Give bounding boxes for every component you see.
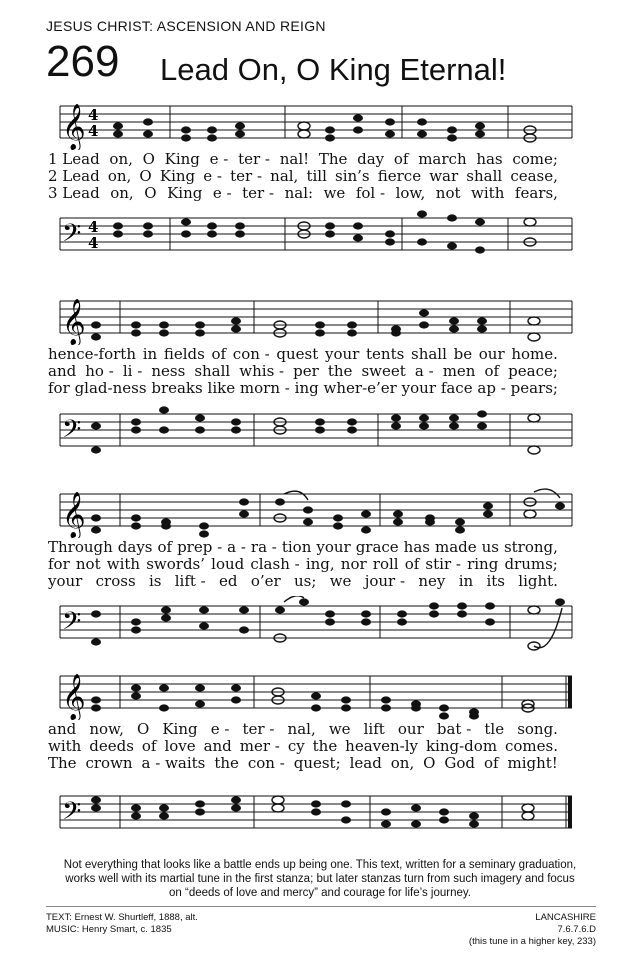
svg-text:4: 4	[88, 218, 99, 236]
treble-clef-icon: 𝄞	[62, 104, 86, 150]
footer-divider	[46, 906, 596, 907]
hymn-number: 269	[46, 37, 120, 86]
music-credit: MUSIC: Henry Smart, c. 1835	[46, 924, 172, 935]
bass-staff-system-4	[40, 786, 580, 846]
meter: 7.6.7.6.D	[557, 924, 596, 935]
lyric-line-s4-v2: with deeds of love and mer - cy the heaven-ly king-dom comes.	[48, 737, 558, 755]
lyric-line-s4-v3: The crown a - waits the con - quest; lead on, O God of might!	[48, 754, 558, 772]
tune-name: LANCASHIRE	[535, 912, 596, 923]
hymn-note: Not everything that looks like a battle ends up being one. This text, written for a seminary graduation, works well with its martial tune in the first stanza; but later stanzas turn from such imagery and focus on “deeds of love and mercy” and courage for life’s journey.	[63, 859, 577, 899]
section-heading: JESUS CHRIST: ASCENSION AND REIGN	[46, 18, 326, 34]
lyric-line-s1-v1: 1 Lead on, O King e - ter - nal! The day of march has come;	[48, 150, 558, 168]
treble-staff-system-3	[40, 488, 580, 538]
credits-left	[46, 912, 198, 936]
treble-staff-system-1	[40, 100, 580, 150]
alternate-key-note: (this tune in a higher key, 233)	[468, 936, 596, 947]
text-credit: TEXT: Ernest W. Shurtleff, 1888, alt.	[46, 912, 198, 923]
lyric-line-s1-v3: 3 Lead on, O King e - ter - nal: we fol - low, not with fears,	[48, 184, 558, 202]
svg-text:4: 4	[88, 234, 99, 252]
svg-text:𝄢: 𝄢	[62, 797, 82, 832]
lyric-line-s3-v1: Through days of prep - a - ra - tion your grace has made us strong,	[48, 538, 558, 556]
lyric-line-s3-v3: your cross is lift - ed o’er us; we jour - ney in its light.	[48, 572, 558, 590]
svg-text:4: 4	[88, 122, 99, 140]
bass-clef-icon: 𝄢	[62, 219, 82, 254]
treble-staff-system-2	[40, 295, 580, 345]
svg-text:4: 4	[88, 106, 99, 124]
bass-staff-system-2	[40, 404, 580, 464]
svg-text:𝄞: 𝄞	[62, 674, 86, 720]
svg-text:𝄢: 𝄢	[62, 607, 82, 642]
hymn-title: Lead On, O King Eternal!	[160, 52, 507, 87]
bass-staff-system-1	[40, 208, 580, 268]
lyric-line-s2-v1: hence-forth in fields of con - quest your tents shall be our home.	[48, 345, 558, 363]
credits-right	[469, 912, 596, 948]
lyric-line-s1-v2: 2 Lead on, O King e - ter - nal, till sin’s fierce war shall cease,	[48, 167, 558, 185]
svg-text:𝄢: 𝄢	[62, 415, 82, 450]
lyric-line-s3-v2: for not with swords’ loud clash - ing, nor roll of stir - ring drums;	[48, 555, 558, 573]
svg-text:𝄞: 𝄞	[62, 492, 86, 538]
lyric-line-s2-v3: for glad-ness breaks like morn - ing wher-e’er your face ap - pears;	[48, 379, 558, 397]
bass-staff-system-3	[40, 596, 580, 660]
svg-text:𝄞: 𝄞	[62, 299, 86, 345]
lyric-line-s4-v1: and now, O King e - ter - nal, we lift our bat - tle song.	[48, 720, 558, 738]
lyric-line-s2-v2: and ho - li - ness shall whis - per the sweet a - men of peace;	[48, 362, 558, 380]
treble-staff-system-4	[40, 670, 580, 720]
